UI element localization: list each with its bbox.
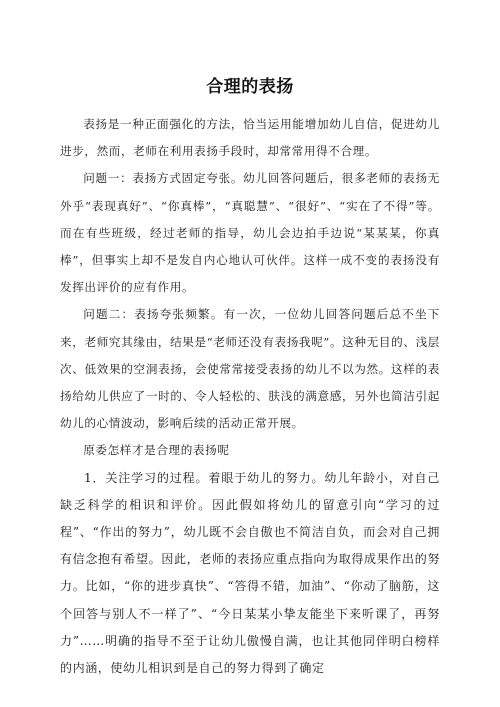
paragraph-problem-two: 问题二：表扬夸张频繁。有一次，一位幼儿回答问题后总不坐下来，老师究其缘由，结果是“老师还没有表扬我呢”。这种无目的、浅层次、低效果的空洞表扬，会使常常接受表扬的幼儿不以为然。这样的表扬给幼儿供应了一时的、令人轻松的、肤浅的满意感，另外也简洁引起幼儿的心情波动，影响后续的活动正常开展。 xyxy=(60,307,440,431)
paragraph-intro: 表扬是一种正面强化的方法，恰当运用能增加幼儿自信，促进幼儿进步，然而，老师在利用表扬手段时，却常常用得不合理。 xyxy=(60,117,440,159)
paragraph-question: 原委怎样才是合理的表扬呢 xyxy=(83,443,230,458)
paragraph-problem-one: 问题一：表扬方式固定夸张。幼儿回答问题后，很多老师的表扬无外乎“表现真好”、“你真棒”，“真聪慧”、“很好”、“实在了不得”等。而在有些班级，经过老师的指导，幼儿会边拍手边说“某某某，你真棒”，但事实上却不是发自内心地认可伙伴。这样一成不变的表扬没有发挥出评价的应有作用。 xyxy=(60,171,440,295)
paragraph-point-one: 1．关注学习的过程。着眼于幼儿的努力。幼儿年龄小，对自己缺乏科学的相识和评价。因此假如将幼儿的留意引向“学习的过程”、“作出的努力”，幼儿既不会自傲也不简洁自负，而会对自己拥有信念抱有希望。因此，老师的表扬应重点指向为取得成果作出的努力。比如，“你的进步真快”、“答得不错，加油”、“你动了脑筋，这个回答与别人不一样了”、“今日某某小挚友能坐下来听课了，再努力”……明确的指导不至于让幼儿傲慢自满，也让其他同伴明白榜样的内涵，使幼儿相识到是自己的努力得到了确定 xyxy=(60,470,440,676)
document-title: 合理的表扬 xyxy=(206,77,294,97)
